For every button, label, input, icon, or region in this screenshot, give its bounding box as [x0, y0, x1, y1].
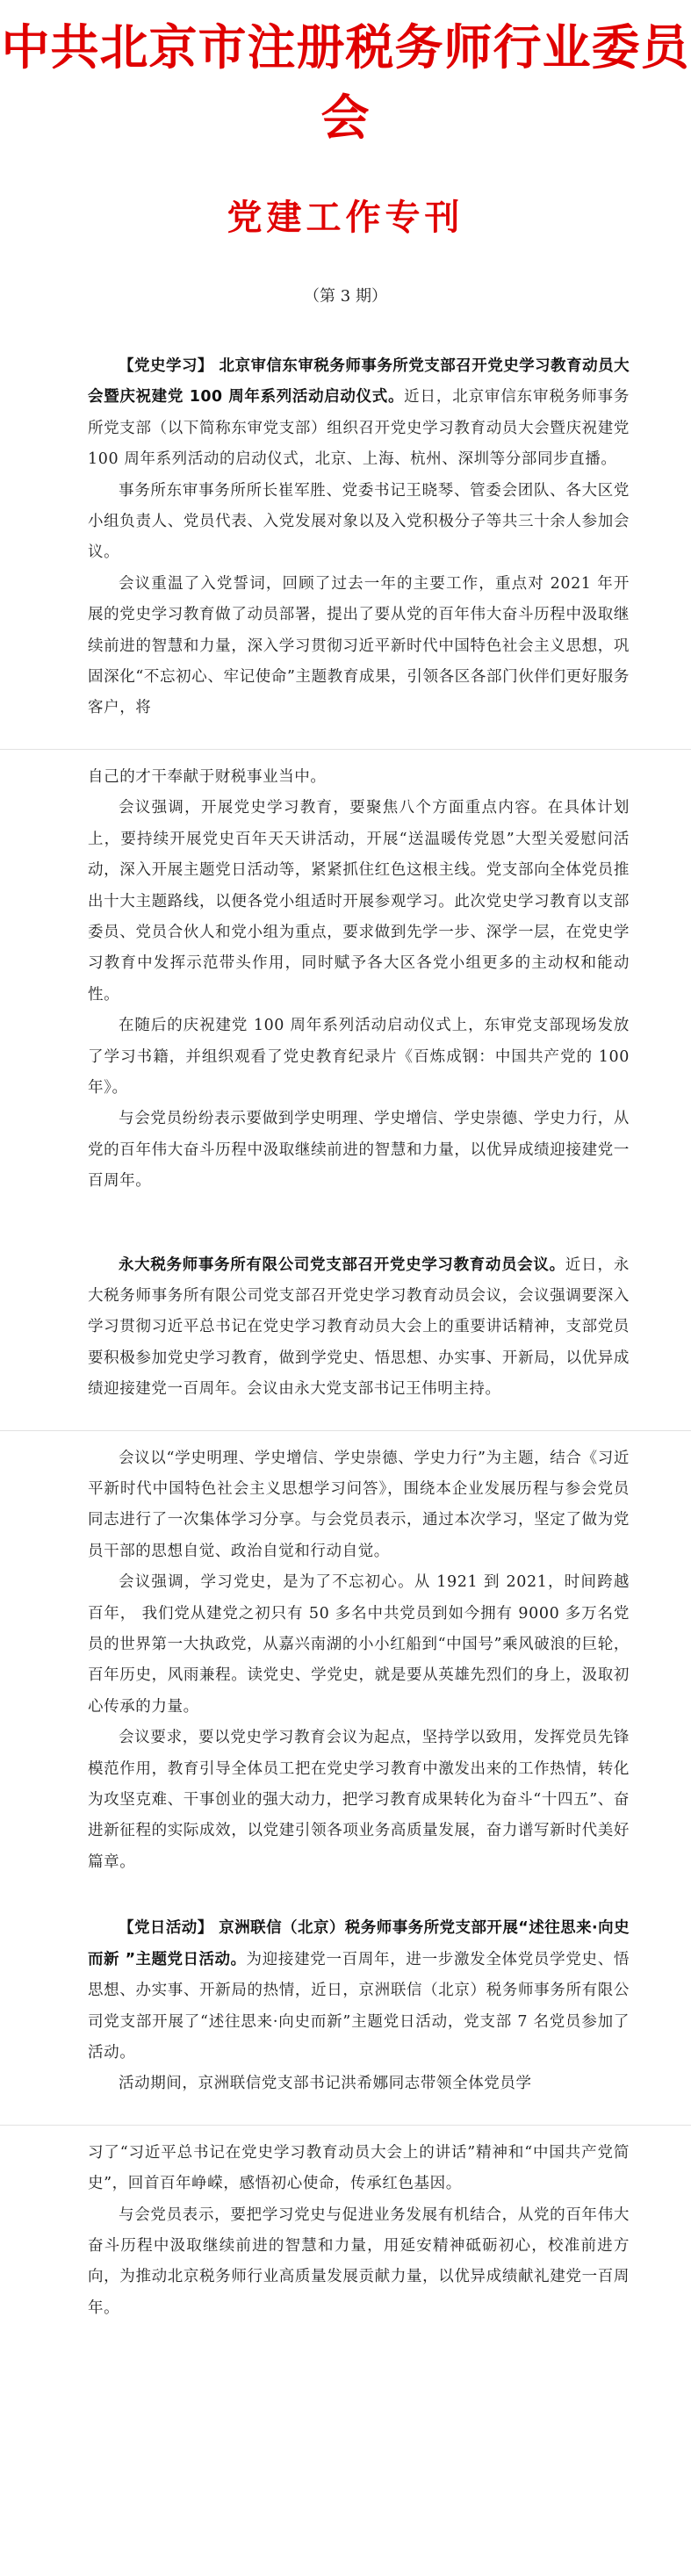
article-1-continued: [0, 762, 691, 1198]
org-title: 中共北京市注册税务师行业委员会: [1, 18, 690, 146]
article-2-paragraph: 会议要求，要以党史学习教育会议为起点，坚持学以致用，发挥党员先锋模范作用，教育引导全体员工把在党史学习教育中激发出来的工作热情，转化为攻坚克难、干事创业的强大动力，把学习教育成果转化为奋斗“十四五”、奋进新征程的实际成效，以党建引领各项业务高质量发展，奋力谱写新时代美好篇章。: [88, 1729, 630, 1871]
article-1-headline: 【党史学习】 北京审信东审税务师事务所党支部召开党史学习教育动员大会暨庆祝建党 100 周年系列活动启动仪式。: [88, 357, 630, 407]
article-3-continued: [0, 2138, 691, 2324]
article-3-headline: 【党日活动】 京洲联信（北京）税务师事务所党支部开展“述往思来·向史而新 ”主题党日活动。: [88, 1919, 630, 1968]
article-2: [0, 1250, 691, 1406]
article-1-intro: 近日，北京审信东审税务师事务所党支部（以下简称东审党支部）组织召开党史学习教育动员大会暨庆祝建党 100 周年系列活动的启动仪式，北京、上海、杭州、深圳等分部同步直播。: [88, 388, 630, 469]
article-2-continued: [0, 1443, 691, 1879]
article-1-lead-paragraph: [88, 351, 630, 476]
issue-number: （第 3 期）: [304, 287, 387, 306]
article-1-paragraph: 自己的才干奉献于财税事业当中。: [88, 767, 327, 786]
article-3-paragraph: 与会党员表示，要把学习党史与促进业务发展有机结合，从党的百年伟大奋斗历程中汲取继续前进的智慧和力量，用延安精神砥砺初心，校准前进方向，为推动北京税务师行业高质量发展贡献力量，以优异成绩献礼建党一百周年。: [88, 2205, 630, 2317]
article-2-paragraph: 会议以“学史明理、学史增信、学史崇德、学史力行”为主题，结合《习近平新时代中国特色社会主义思想学习问答》，围绕本企业发展历程与参会党员同志进行了一次集体学习分享。与会党员表示，通过本次学习，坚定了做为党员干部的思想自觉、政治自觉和行动自觉。: [88, 1449, 630, 1560]
article-3-paragraph: 习了“习近平总书记在党史学习教育动员大会上的讲话”精神和“中国共产党简史”，回首百年峥嵘，感悟初心使命，传承红色基因。: [88, 2143, 630, 2193]
article-1-paragraph: 在随后的庆祝建党 100 周年系列活动启动仪式上，东审党支部现场发放了学习书籍，并组织观看了党史教育纪录片《百炼成钢：中国共产党的 100 年》。: [88, 1017, 630, 1097]
document-header: [0, 0, 691, 307]
journal-title: 党建工作专刊: [227, 197, 464, 238]
article-1-paragraph: 会议重温了入党誓词，回顾了过去一年的主要工作，重点对 2021 年开展的党史学习教育做了动员部署，提出了要从党的百年伟大奋斗历程中汲取继续前进的智慧和力量，深入学习贯彻习近平新时代中国特色社会主义思想，巩固深化“不忘初心、牢记使命”主题教育成果，引领各区各部门伙伴们更好服务客户，将: [88, 574, 630, 717]
article-1-paragraph: 事务所东审事务所所长崔军胜、党委书记王晓琴、管委会团队、各大区党小组负责人、党员代表、入党发展对象以及入党积极分子等共三十余人参加会议。: [88, 481, 630, 562]
article-2-intro: 近日，永大税务师事务所有限公司党支部召开党史学习教育动员会议，会议强调要深入学习贯彻习近平总书记在党史学习教育动员大会上的重要讲话精神，支部党员要积极参加党史学习教育，做到学党史、悟思想、办实事、开新局，以优异成绩迎接建党一百周年。会议由永大党支部书记王伟明主持。: [88, 1256, 630, 1399]
article-3: [0, 1913, 691, 2099]
article-1-paragraph: 与会党员纷纷表示要做到学史明理、学史增信、学史崇德、学史力行，从党的百年伟大奋斗历程中汲取继续前进的智慧和力量，以优异成绩迎接建党一百周年。: [88, 1110, 630, 1191]
article-1: [0, 351, 691, 724]
article-2-headline: 永大税务师事务所有限公司党支部召开党史学习教育动员会议。: [119, 1256, 565, 1274]
article-2-lead-paragraph: [88, 1250, 630, 1406]
article-3-paragraph: 活动期间，京洲联信党支部书记洪希娜同志带领全体党员学: [119, 2075, 532, 2093]
article-3-intro: 为迎接建党一百周年，进一步激发全体党员学党史、悟思想、办实事、开新局的热情，近日，京洲联信（北京）税务师事务所有限公司党支部开展了“述往思来·向史而新”主题党日活动，党支部 7 名党员参加了活动。: [88, 1950, 630, 2062]
article-3-lead-paragraph: [88, 1913, 630, 2069]
article-2-paragraph: 会议强调，学习党史，是为了不忘初心。从 1921 到 2021，时间跨越百年， 我们党从建党之初只有 50 多名中共党员到如今拥有 9000 多万名党员的世界第一大执政党，从嘉兴南湖的小小红船到“中国号”乘风破浪的巨轮，百年历史，风雨兼程。读党史、学党史，就是要从英雄先烈们的身上，汲取初心传承的力量。: [88, 1573, 630, 1716]
article-1-paragraph: 会议强调，开展党史学习教育，要聚焦八个方面重点内容。在具体计划上，要持续开展党史百年天天讲活动，开展“送温暖传党恩”大型关爱慰问活动，深入开展主题党日活动等，紧紧抓住红色这根主线。党支部向全体党员推出十大主题路线，以便各党小组适时开展参观学习。此次党史学习教育以支部委员、党员合伙人和党小组为重点，要求做到先学一步、深学一层，在党史学习教育中发挥示范带头作用，同时赋予各大区各党小组更多的主动权和能动性。: [88, 799, 630, 1004]
